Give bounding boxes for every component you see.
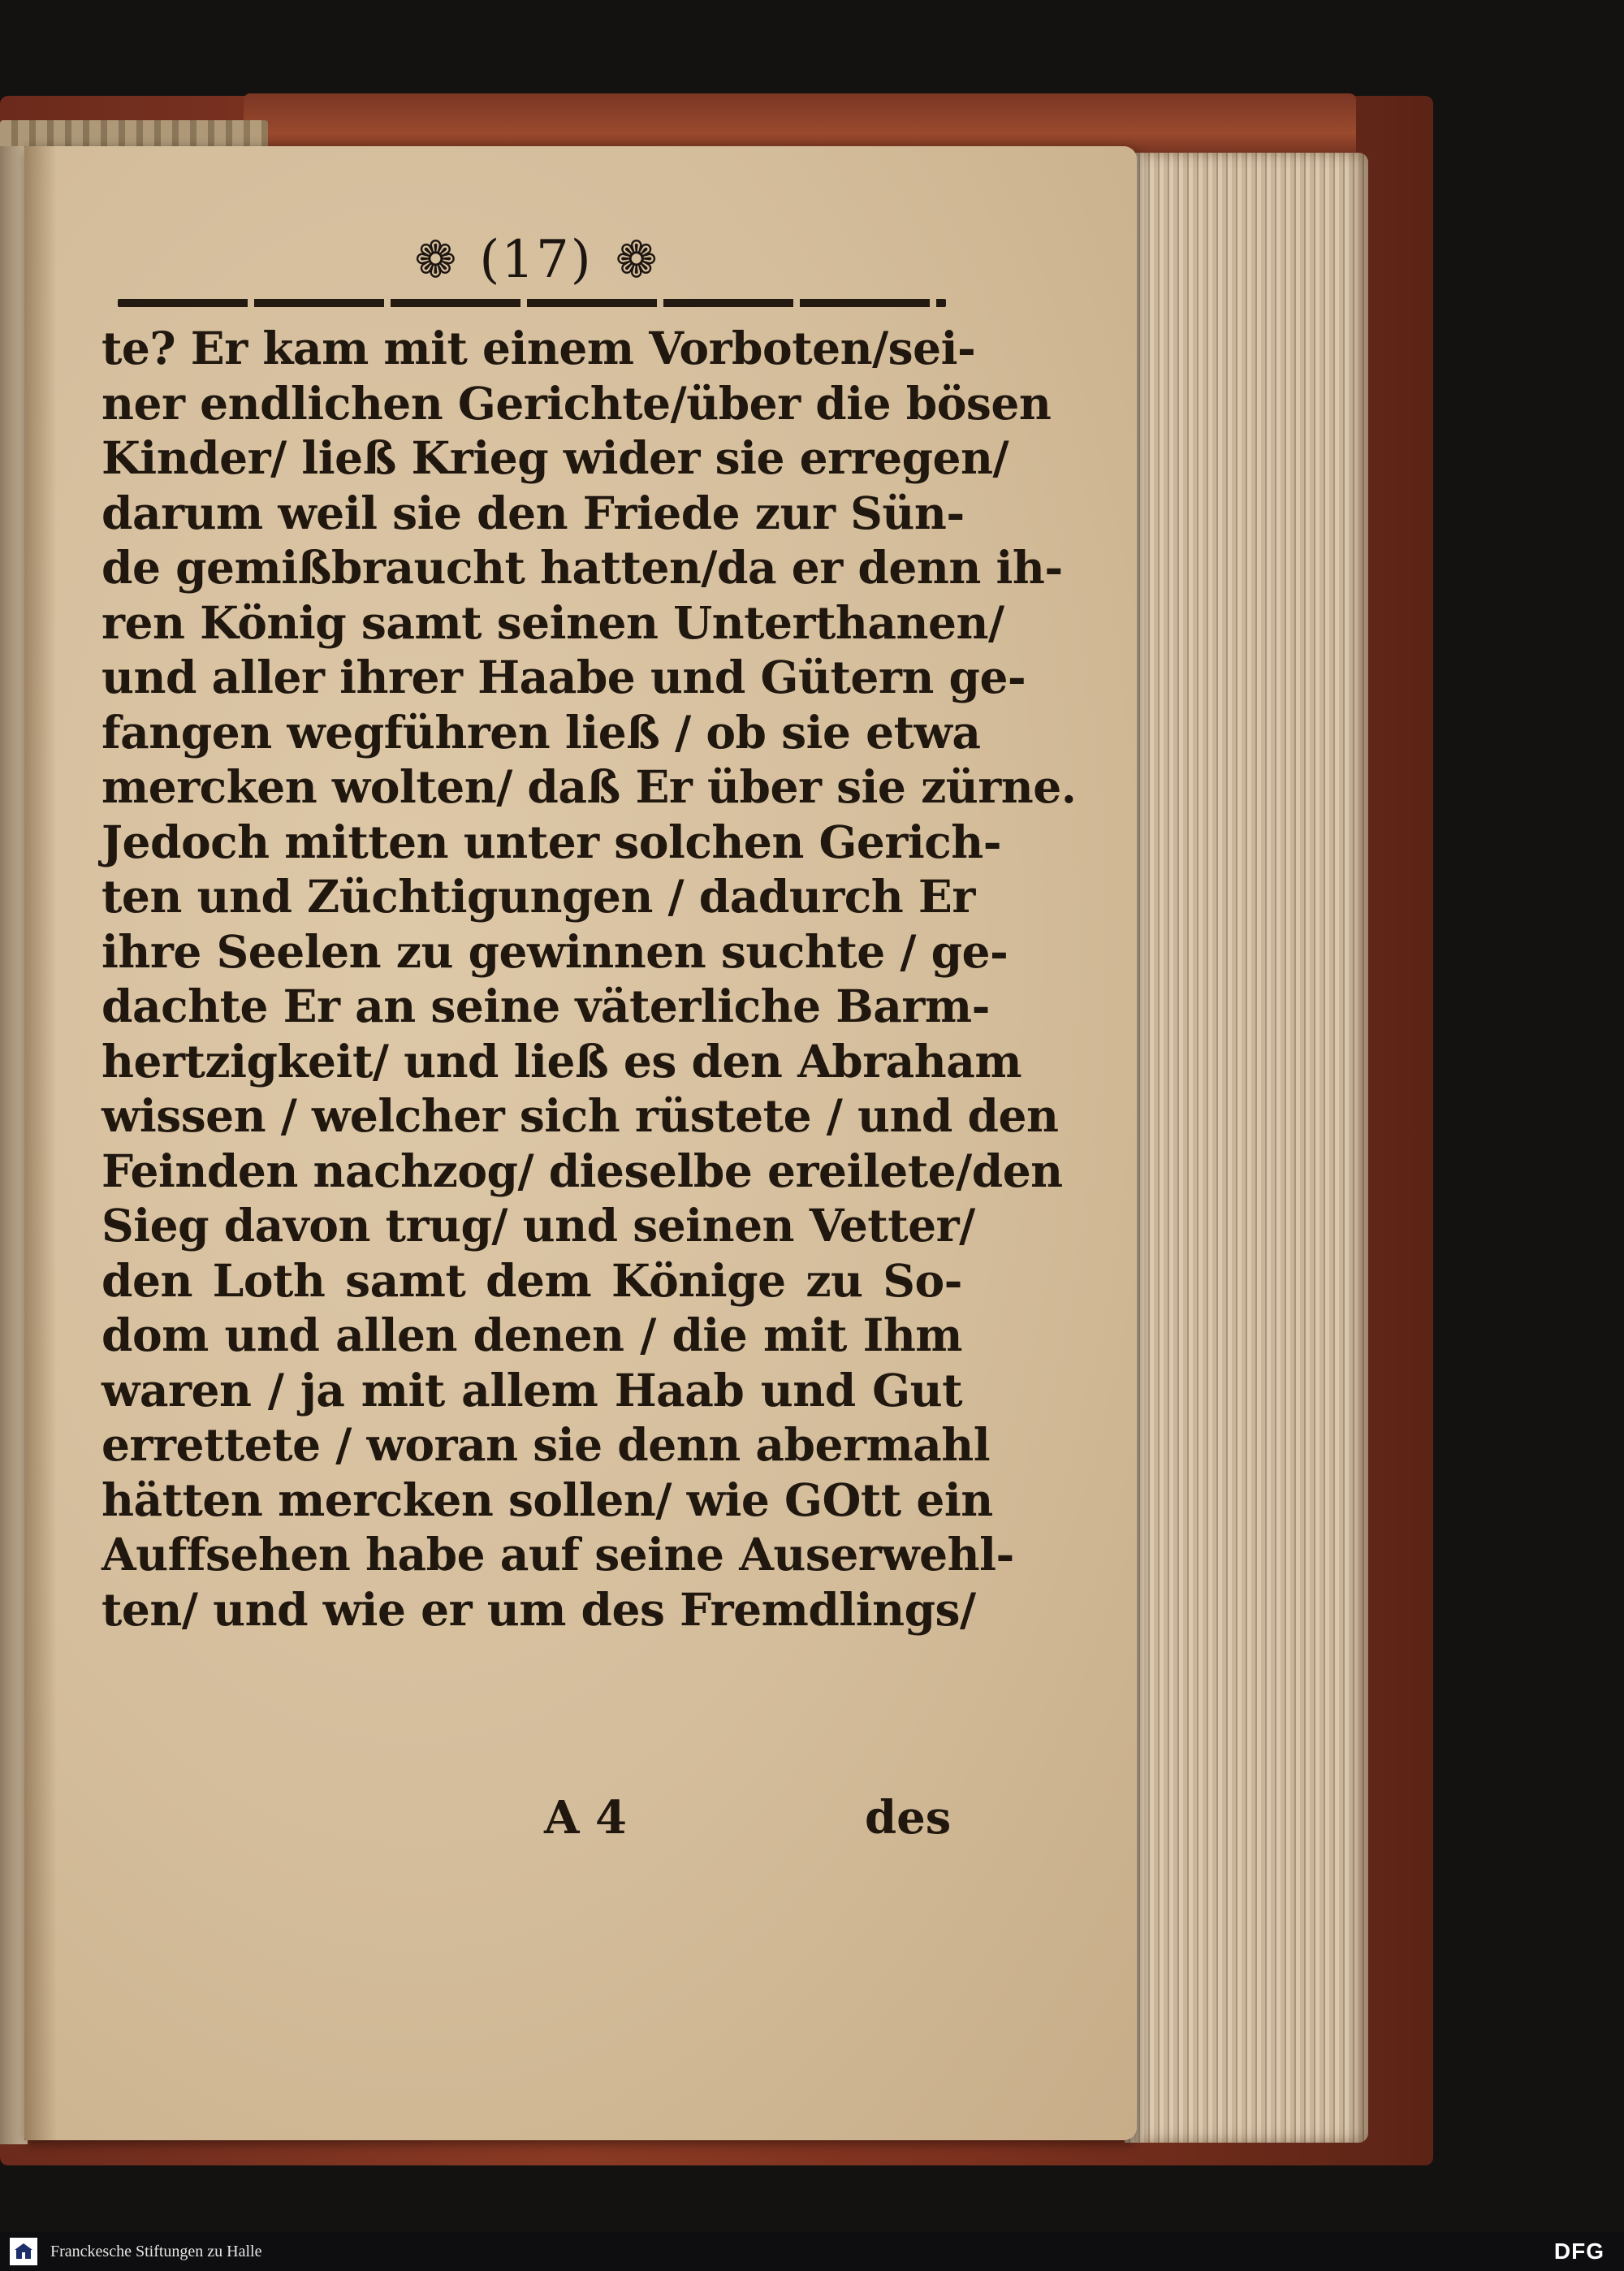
text-line: te? Er kam mit einem Vorboten/sei- [102, 322, 976, 374]
ornament-right-icon: ❁ [615, 230, 658, 289]
signature-mark: A 4 [544, 1791, 627, 1845]
page-gutter [24, 146, 57, 2140]
text-line: dachte Er an seine väterliche Barm- [102, 980, 990, 1032]
text-line: Kinder/ ließ Krieg wider sie erregen/ [102, 431, 1009, 484]
text-line: darum weil sie den Friede zur Sün- [102, 486, 965, 539]
text-line: dom und allen denen / die mit Ihm [102, 1309, 962, 1361]
text-line: de gemißbraucht hatten/da er denn ih- [102, 541, 1063, 594]
text-line: Jedoch mitten unter solchen Gerich- [102, 815, 1002, 868]
text-line: hätten mercken sollen/ wie GOtt ein [102, 1473, 993, 1526]
page-header [390, 223, 682, 296]
text-line: mercken wolten/ daß Er über sie zürne. [102, 760, 1077, 813]
text-line: waren / ja mit allem Haab und Gut [102, 1363, 962, 1417]
text-line: ner endlichen Gerichte/über die bösen [102, 376, 1052, 430]
page-text [102, 321, 1077, 1637]
text-line: ten und Züchtigungen / dadurch Er [102, 870, 975, 923]
page-number: (17) [479, 230, 593, 290]
text-line: Sieg davon trug/ und seinen Vetter/ [102, 1199, 975, 1252]
left-page-edge [0, 146, 28, 2144]
text-line: den Loth samt dem Könige zu So- [102, 1253, 962, 1307]
text-line: ren König samt seinen Unterthanen/ [102, 595, 1004, 649]
text-line: fangen wegführen ließ / ob sie etwa [102, 705, 981, 759]
ornament-left-icon: ❁ [414, 230, 457, 289]
text-line: Feinden nachzog/ dieselbe ereilete/den [102, 1144, 1063, 1197]
header-rule [118, 299, 946, 307]
institution-name[interactable]: Franckesche Stiftungen zu Halle [50, 2242, 262, 2260]
text-line: errettete / woran sie denn abermahl [102, 1418, 991, 1471]
catchword: des [865, 1791, 952, 1845]
viewer-footer [0, 2232, 1624, 2271]
text-line: ihre Seelen zu gewinnen suchte / ge- [102, 924, 1009, 978]
text-line: wissen / welcher sich rüstete / und den [102, 1089, 1059, 1142]
text-line: Auffsehen habe auf seine Auserwehl- [102, 1528, 1014, 1581]
text-line: ten/ und wie er um des Fremdlings/ [102, 1582, 976, 1636]
text-line: und aller ihrer Haabe und Gütern ge- [102, 651, 1026, 703]
page-fore-edge [1125, 153, 1368, 2143]
institution-logo-icon [10, 2238, 37, 2265]
text-line: hertzigkeit/ und ließ es den Abraham [102, 1034, 1022, 1088]
dfg-logo[interactable]: DFG [1553, 2239, 1605, 2264]
